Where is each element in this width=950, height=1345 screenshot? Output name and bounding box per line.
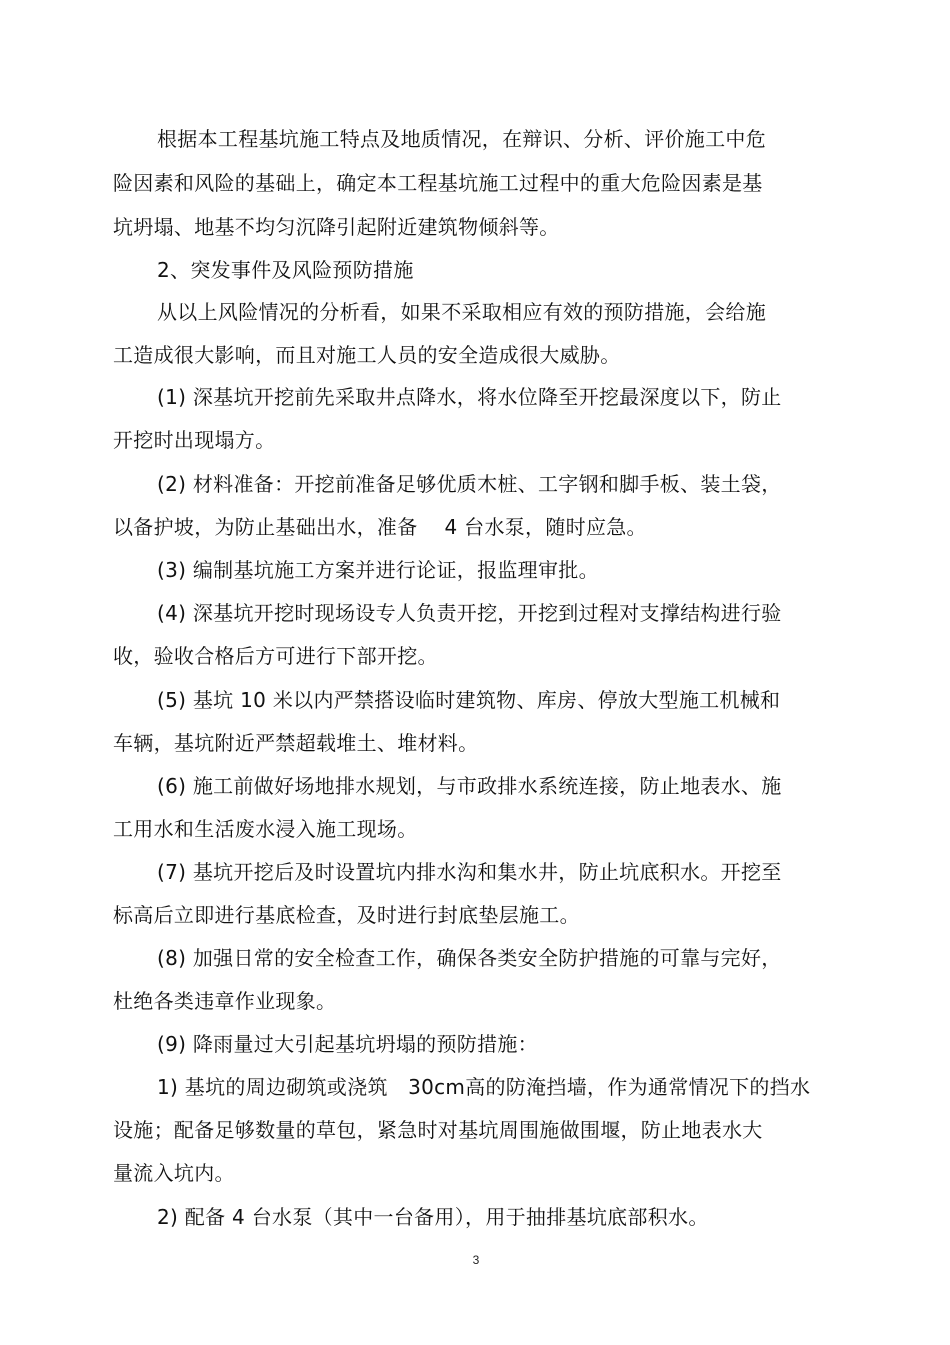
sub-item-line: 2) 配备 4 台水泵（其中一台备用），用于抽排基坑底部积水。 — [157, 1205, 709, 1229]
list-item-line: (9) 降雨量过大引起基坑坍塌的预防措施： — [157, 1032, 538, 1056]
list-item-line: 收，验收合格后方可进行下部开挖。 — [113, 644, 438, 668]
list-item-line: (7) 基坑开挖后及时设置坑内排水沟和集水井，防止坑底积水。开挖至 — [157, 860, 782, 884]
sub-item-line: 设施；配备足够数量的草包，紧急时对基坑周围施做围堰，防止地表水大 — [113, 1118, 763, 1142]
text-line: 根据本工程基坑施工特点及地质情况，在辩识、分析、评价施工中危 — [157, 127, 766, 151]
list-item-line: 车辆，基坑附近严禁超载堆土、堆材料。 — [113, 731, 479, 755]
section-heading: 2、突发事件及风险预防措施 — [157, 258, 414, 282]
list-item-line: 开挖时出现塌方。 — [113, 428, 276, 452]
text-line: 险因素和风险的基础上，确定本工程基坑施工过程中的重大危险因素是基 — [113, 171, 763, 195]
list-item-line: (4) 深基坑开挖时现场设专人负责开挖，开挖到过程对支撑结构进行验 — [157, 601, 782, 625]
sub-item-line: 量流入坑内。 — [113, 1161, 235, 1185]
list-item-line: (8) 加强日常的安全检查工作，确保各类安全防护措施的可靠与完好， — [157, 946, 782, 970]
list-item-line: 以备护坡，为防止基础出水，准备 4 台水泵，随时应急。 — [113, 515, 647, 539]
list-item-line: (2) 材料准备：开挖前准备足够优质木桩、工字钢和脚手板、装土袋， — [157, 472, 782, 496]
list-item-line: 杜绝各类违章作业现象。 — [113, 989, 337, 1013]
list-item-line: (3) 编制基坑施工方案并进行论证，报监理审批。 — [157, 558, 599, 582]
sub-item-line: 1) 基坑的周边砌筑或浇筑 30cm高的防淹挡墙，作为通常情况下的挡水 — [157, 1075, 811, 1099]
text-line: 坑坍塌、地基不均匀沉降引起附近建筑物倾斜等。 — [113, 215, 560, 239]
list-item-line: (5) 基坑 10 米以内严禁搭设临时建筑物、库房、停放大型施工机械和 — [157, 688, 781, 712]
list-item-line: (1) 深基坑开挖前先采取井点降水，将水位降至开挖最深度以下，防止 — [157, 385, 782, 409]
text-line: 从以上风险情况的分析看，如果不采取相应有效的预防措施，会给施 — [157, 300, 766, 324]
list-item-line: (6) 施工前做好场地排水规划，与市政排水系统连接，防止地表水、施 — [157, 774, 782, 798]
list-item-line: 工用水和生活废水浸入施工现场。 — [113, 817, 418, 841]
list-item-line: 标高后立即进行基底检查，及时进行封底垫层施工。 — [113, 903, 580, 927]
text-line: 工造成很大影响，而且对施工人员的安全造成很大威胁。 — [113, 343, 621, 367]
page-number: 3 — [472, 1253, 480, 1267]
